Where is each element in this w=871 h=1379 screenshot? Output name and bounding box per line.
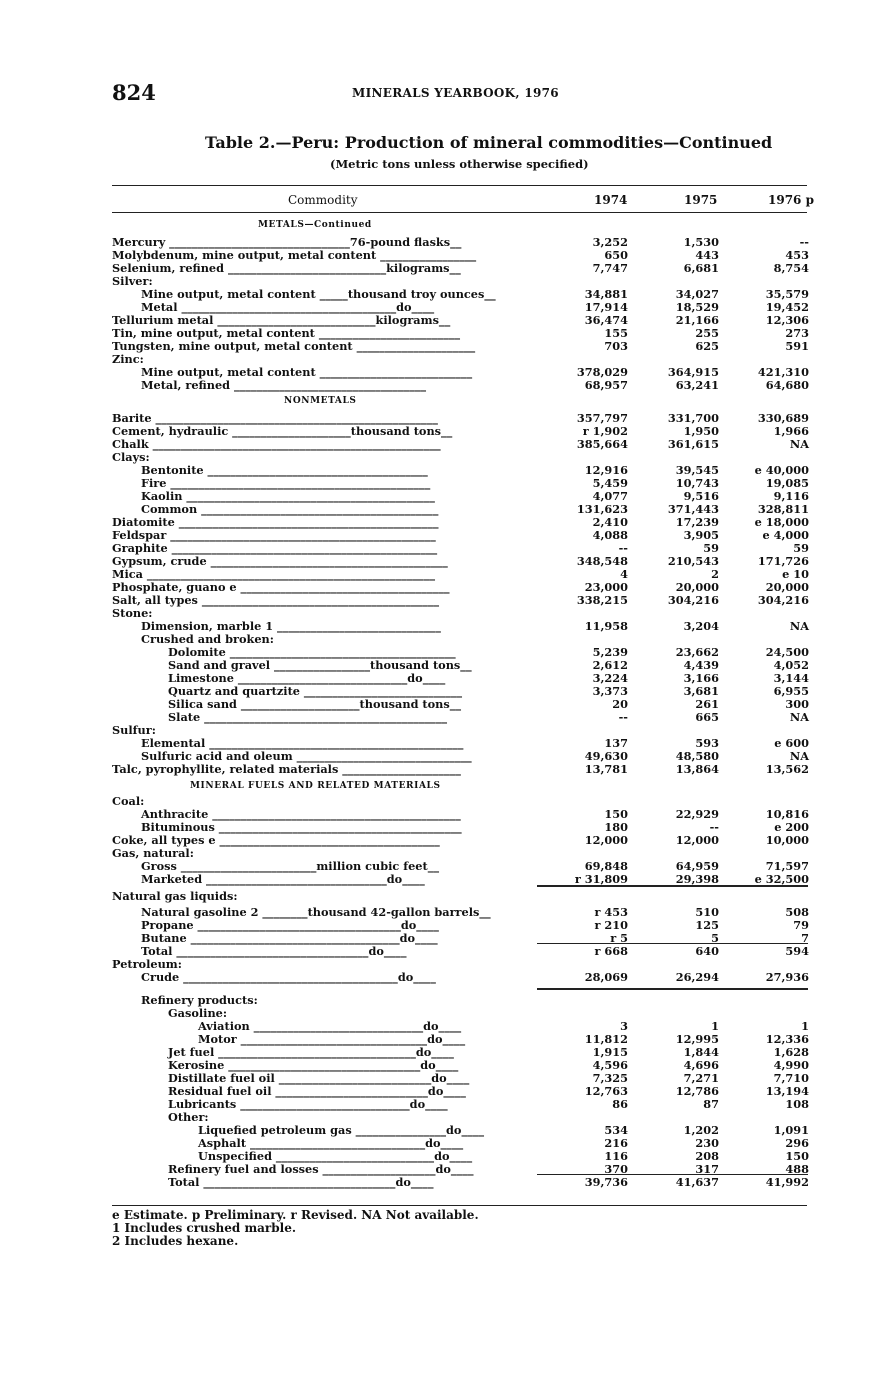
cell-1974: r 668 bbox=[594, 944, 628, 958]
cell-1974: 370 bbox=[604, 1162, 628, 1176]
cell-1975: 371,443 bbox=[667, 502, 719, 516]
cell-1975: 12,786 bbox=[675, 1084, 719, 1098]
row-label: Mica ___________________________________________________ bbox=[112, 567, 435, 581]
cell-1976: 1,628 bbox=[773, 1045, 809, 1059]
row-label: Limestone ______________________________do____ bbox=[168, 671, 446, 685]
cell-1974: 3,224 bbox=[592, 671, 628, 685]
row-label: Gasoline: bbox=[168, 1006, 228, 1020]
row-label: Stone: bbox=[112, 606, 153, 620]
table-row bbox=[0, 890, 871, 903]
row-label: Bituminous ___________________________________________ bbox=[141, 820, 462, 834]
cell-1976: 1 bbox=[801, 1019, 809, 1033]
cell-1974: 5,459 bbox=[592, 476, 628, 490]
cell-1974: 86 bbox=[612, 1097, 628, 1111]
cell-1975: 331,700 bbox=[667, 411, 719, 425]
cell-1976: e 4,000 bbox=[762, 528, 809, 542]
cell-1976: 273 bbox=[785, 326, 809, 340]
header-bottom-rule bbox=[112, 212, 807, 213]
cell-1975: 4,696 bbox=[683, 1058, 719, 1072]
section-heading: METALS—Continued bbox=[258, 220, 372, 230]
table-row bbox=[0, 288, 871, 301]
row-label: Crude ______________________________________do____ bbox=[141, 970, 436, 984]
cell-1974: 12,763 bbox=[584, 1084, 628, 1098]
cell-1975: 1,844 bbox=[683, 1045, 719, 1059]
table-row bbox=[0, 451, 871, 464]
cell-1976: 19,085 bbox=[765, 476, 809, 490]
cell-1975: 640 bbox=[695, 944, 719, 958]
cell-1974: 4,077 bbox=[592, 489, 628, 503]
row-label: Quartz and quartzite ____________________________ bbox=[168, 684, 463, 698]
table-row bbox=[0, 763, 871, 776]
footnote-2: 2 Includes hexane. bbox=[112, 1234, 239, 1248]
cell-1975: -- bbox=[709, 820, 719, 834]
row-label: Crushed and broken: bbox=[141, 632, 274, 646]
row-label: Other: bbox=[168, 1110, 209, 1124]
row-label: Barite __________________________________________________ bbox=[112, 411, 438, 425]
cell-1975: 12,995 bbox=[675, 1032, 719, 1046]
cell-1974: 7,325 bbox=[592, 1071, 628, 1085]
cell-1974: -- bbox=[618, 710, 628, 724]
table-bottom-rule bbox=[112, 1205, 807, 1206]
cell-1976: 296 bbox=[785, 1136, 809, 1150]
row-label: Dolomite ________________________________________ bbox=[168, 645, 456, 659]
cell-1976: 304,216 bbox=[757, 593, 809, 607]
row-label: Chalk ___________________________________________________ bbox=[112, 437, 441, 451]
cell-1974: 39,736 bbox=[584, 1175, 628, 1189]
cell-1974: 28,069 bbox=[584, 970, 628, 984]
row-label: Marketed ________________________________do____ bbox=[141, 872, 425, 886]
cell-1974: 3,252 bbox=[592, 235, 628, 249]
cell-1975: 317 bbox=[695, 1162, 719, 1176]
cell-1975: 13,864 bbox=[675, 762, 719, 776]
cell-1975: 63,241 bbox=[675, 378, 719, 392]
cell-1974: 2,410 bbox=[592, 515, 628, 529]
cell-1976: NA bbox=[789, 619, 809, 633]
cell-1974: 3,373 bbox=[592, 684, 628, 698]
cell-1976: 10,000 bbox=[765, 833, 809, 847]
cell-1976: 150 bbox=[785, 1149, 809, 1163]
table-row bbox=[0, 379, 871, 392]
cell-1974: 34,881 bbox=[584, 287, 628, 301]
running-head: MINERALS YEARBOOK, 1976 bbox=[352, 86, 559, 100]
cell-1975: 1,950 bbox=[683, 424, 719, 438]
cell-1975: 2 bbox=[711, 567, 719, 581]
cell-1976: 4,052 bbox=[773, 658, 809, 672]
row-label: Metal, refined __________________________________ bbox=[141, 378, 427, 392]
cell-1975: 1 bbox=[711, 1019, 719, 1033]
cell-1976: e 40,000 bbox=[754, 463, 809, 477]
table-row bbox=[0, 1176, 871, 1189]
cell-1976: -- bbox=[799, 235, 809, 249]
cell-1975: 48,580 bbox=[675, 749, 719, 763]
row-label: Motor _________________________________do____ bbox=[198, 1032, 466, 1046]
cell-1976: 24,500 bbox=[765, 645, 809, 659]
cell-1974: 378,029 bbox=[576, 365, 628, 379]
cell-1975: 208 bbox=[695, 1149, 719, 1163]
cell-1974: r 31,809 bbox=[574, 872, 628, 886]
cell-1975: 1,530 bbox=[683, 235, 719, 249]
row-label: Fire ______________________________________________ bbox=[141, 476, 431, 490]
cell-1975: 39,545 bbox=[675, 463, 719, 477]
row-label: Cement, hydraulic _____________________thousand tons__ bbox=[112, 424, 453, 438]
cell-1976: 20,000 bbox=[765, 580, 809, 594]
cell-1974: 3 bbox=[620, 1019, 628, 1033]
cell-1976: 453 bbox=[785, 248, 809, 262]
cell-1976: 508 bbox=[785, 905, 809, 919]
cell-1976: 9,116 bbox=[773, 489, 809, 503]
cell-1974: 68,957 bbox=[584, 378, 628, 392]
cell-1974: 1,915 bbox=[592, 1045, 628, 1059]
row-label: Molybdenum, mine output, metal content _________________ bbox=[112, 248, 477, 262]
cell-1976: 1,966 bbox=[773, 424, 809, 438]
cell-1975: 255 bbox=[695, 326, 719, 340]
column-header-1975: 1975 bbox=[684, 193, 718, 207]
row-label: Sulfur: bbox=[112, 723, 156, 737]
row-label: Sand and gravel _________________thousand tons__ bbox=[168, 658, 472, 672]
cell-1974: 23,000 bbox=[584, 580, 628, 594]
cell-1975: 1,202 bbox=[683, 1123, 719, 1137]
cell-1976: e 200 bbox=[774, 820, 809, 834]
cell-1975: 665 bbox=[695, 710, 719, 724]
cell-1976: e 18,000 bbox=[754, 515, 809, 529]
cell-1975: 361,615 bbox=[667, 437, 719, 451]
row-label: Anthracite ____________________________________________ bbox=[141, 807, 461, 821]
cell-1976: 328,811 bbox=[757, 502, 809, 516]
cell-1975: 10,743 bbox=[675, 476, 719, 490]
row-label: Phosphate, guano e _____________________________________ bbox=[112, 580, 450, 594]
table-subtitle: (Metric tons unless otherwise specified) bbox=[330, 157, 589, 171]
cell-1976: 108 bbox=[785, 1097, 809, 1111]
table-row bbox=[0, 366, 871, 379]
cell-1974: 357,797 bbox=[576, 411, 628, 425]
cell-1975: 26,294 bbox=[675, 970, 719, 984]
row-label: Elemental _____________________________________________ bbox=[141, 736, 464, 750]
row-label: Bentonite _______________________________________ bbox=[141, 463, 428, 477]
row-label: Kaolin ____________________________________________ bbox=[141, 489, 435, 503]
row-label: Coke, all types e _______________________________________ bbox=[112, 833, 440, 847]
cell-1976: 171,726 bbox=[757, 554, 809, 568]
cell-1974: 36,474 bbox=[584, 313, 628, 327]
cell-1975: 510 bbox=[695, 905, 719, 919]
cell-1975: 59 bbox=[703, 541, 719, 555]
cell-1974: 11,812 bbox=[584, 1032, 628, 1046]
cell-1974: r 1,902 bbox=[582, 424, 628, 438]
cell-1976: 41,992 bbox=[765, 1175, 809, 1189]
cell-1976: e 600 bbox=[774, 736, 809, 750]
row-label: Common __________________________________________ bbox=[141, 502, 439, 516]
row-label: Total __________________________________do____ bbox=[168, 1175, 434, 1189]
cell-1976: 10,816 bbox=[765, 807, 809, 821]
row-label: Unspecified ____________________________do____ bbox=[198, 1149, 473, 1163]
row-label: Clays: bbox=[112, 450, 150, 464]
cell-1976: 300 bbox=[785, 697, 809, 711]
cell-1975: 3,905 bbox=[683, 528, 719, 542]
cell-1976: 13,562 bbox=[765, 762, 809, 776]
cell-1974: r 210 bbox=[594, 918, 628, 932]
total-rule bbox=[537, 943, 808, 944]
row-label: Feldspar _______________________________________________ bbox=[112, 528, 436, 542]
cell-1976: 591 bbox=[785, 339, 809, 353]
cell-1974: 12,000 bbox=[584, 833, 628, 847]
cell-1974: 49,630 bbox=[584, 749, 628, 763]
row-label: Butane _____________________________________do____ bbox=[141, 931, 438, 945]
row-label: Liquefied petroleum gas ________________do____ bbox=[198, 1123, 485, 1137]
column-header-1976: 1976 p bbox=[768, 193, 814, 207]
cell-1976: 3,144 bbox=[773, 671, 809, 685]
cell-1974: 4 bbox=[620, 567, 628, 581]
row-label: Silica sand _____________________thousand tons__ bbox=[168, 697, 462, 711]
cell-1974: 2,612 bbox=[592, 658, 628, 672]
cell-1976: 35,579 bbox=[765, 287, 809, 301]
cell-1975: 41,637 bbox=[675, 1175, 719, 1189]
row-label: Silver: bbox=[112, 274, 153, 288]
row-label: Petroleum: bbox=[112, 957, 182, 971]
row-label: Residual fuel oil ___________________________do____ bbox=[168, 1084, 466, 1098]
cell-1976: 59 bbox=[793, 541, 809, 555]
cell-1975: 443 bbox=[695, 248, 719, 262]
cell-1975: 87 bbox=[703, 1097, 719, 1111]
row-label: Tin, mine output, metal content _________________________ bbox=[112, 326, 461, 340]
cell-1974: 69,848 bbox=[584, 859, 628, 873]
cell-1974: 20 bbox=[612, 697, 628, 711]
cell-1974: 7,747 bbox=[592, 261, 628, 275]
row-label: Lubricants ______________________________do____ bbox=[168, 1097, 448, 1111]
cell-1975: 364,915 bbox=[667, 365, 719, 379]
cell-1976: 71,597 bbox=[765, 859, 809, 873]
cell-1975: 4,439 bbox=[683, 658, 719, 672]
cell-1976: 488 bbox=[785, 1162, 809, 1176]
cell-1976: 330,689 bbox=[757, 411, 809, 425]
row-label: Natural gas liquids: bbox=[112, 889, 238, 903]
cell-1975: 593 bbox=[695, 736, 719, 750]
table-row bbox=[0, 477, 871, 490]
cell-1976: NA bbox=[789, 437, 809, 451]
cell-1976: 19,452 bbox=[765, 300, 809, 314]
cell-1976: 13,194 bbox=[765, 1084, 809, 1098]
cell-1975: 3,166 bbox=[683, 671, 719, 685]
double-rule bbox=[537, 989, 808, 990]
cell-1974: 534 bbox=[604, 1123, 628, 1137]
cell-1974: 703 bbox=[604, 339, 628, 353]
table-row bbox=[0, 860, 871, 873]
cell-1974: 4,088 bbox=[592, 528, 628, 542]
row-label: Tungsten, mine output, metal content _____________________ bbox=[112, 339, 476, 353]
table-row bbox=[0, 1098, 871, 1111]
row-label: Kerosine __________________________________do____ bbox=[168, 1058, 459, 1072]
row-label: Gypsum, crude __________________________________________ bbox=[112, 554, 448, 568]
cell-1974: 216 bbox=[604, 1136, 628, 1150]
cell-1974: 11,958 bbox=[584, 619, 628, 633]
row-label: Slate ___________________________________________ bbox=[168, 710, 447, 724]
cell-1975: 210,543 bbox=[667, 554, 719, 568]
table-row bbox=[0, 620, 871, 633]
cell-1976: 12,336 bbox=[765, 1032, 809, 1046]
cell-1976: 7,710 bbox=[773, 1071, 809, 1085]
cell-1976: 1,091 bbox=[773, 1123, 809, 1137]
table-row bbox=[0, 971, 871, 984]
cell-1974: 13,781 bbox=[584, 762, 628, 776]
cell-1975: 230 bbox=[695, 1136, 719, 1150]
table-row bbox=[0, 464, 871, 477]
double-rule bbox=[537, 886, 808, 887]
cell-1974: 4,596 bbox=[592, 1058, 628, 1072]
cell-1974: 385,664 bbox=[576, 437, 628, 451]
cell-1975: 261 bbox=[695, 697, 719, 711]
table-title: Table 2.—Peru: Production of mineral commodities—Continued bbox=[205, 133, 773, 152]
cell-1976: NA bbox=[789, 749, 809, 763]
row-label: Aviation ______________________________do____ bbox=[198, 1019, 462, 1033]
cell-1975: 22,929 bbox=[675, 807, 719, 821]
cell-1976: 6,955 bbox=[773, 684, 809, 698]
row-label: Distillate fuel oil ___________________________do____ bbox=[168, 1071, 470, 1085]
cell-1976: 8,754 bbox=[773, 261, 809, 275]
cell-1974: 155 bbox=[604, 326, 628, 340]
row-label: Selenium, refined ____________________________kilograms__ bbox=[112, 261, 461, 275]
footnote-1: 1 Includes crushed marble. bbox=[112, 1221, 297, 1235]
row-label: Graphite _______________________________________________ bbox=[112, 541, 438, 555]
cell-1975: 12,000 bbox=[675, 833, 719, 847]
page-number: 824 bbox=[112, 80, 156, 105]
row-label: Dimension, marble 1 _____________________________ bbox=[141, 619, 441, 633]
section-heading: MINERAL FUELS AND RELATED MATERIALS bbox=[190, 781, 441, 791]
cell-1975: 3,204 bbox=[683, 619, 719, 633]
cell-1975: 29,398 bbox=[675, 872, 719, 886]
table-row bbox=[0, 994, 871, 1007]
cell-1976: e 10 bbox=[782, 567, 809, 581]
cell-1974: 150 bbox=[604, 807, 628, 821]
cell-1976: 27,936 bbox=[765, 970, 809, 984]
row-label: Salt, all types __________________________________________ bbox=[112, 593, 440, 607]
row-label: Jet fuel ___________________________________do____ bbox=[168, 1045, 454, 1059]
cell-1974: 131,623 bbox=[576, 502, 628, 516]
cell-1975: 9,516 bbox=[683, 489, 719, 503]
cell-1976: 79 bbox=[793, 918, 809, 932]
cell-1974: 12,916 bbox=[584, 463, 628, 477]
cell-1975: 7,271 bbox=[683, 1071, 719, 1085]
row-label: Gross ________________________million cubic feet__ bbox=[141, 859, 439, 873]
column-header-1974: 1974 bbox=[594, 193, 628, 207]
row-label: Refinery fuel and losses ____________________do____ bbox=[168, 1162, 474, 1176]
row-label: Zinc: bbox=[112, 352, 144, 366]
cell-1974: -- bbox=[618, 541, 628, 555]
cell-1974: r 453 bbox=[594, 905, 628, 919]
cell-1976: 421,310 bbox=[757, 365, 809, 379]
cell-1976: 594 bbox=[785, 944, 809, 958]
row-label: Natural gasoline 2 ________thousand 42-gallon barrels__ bbox=[141, 905, 491, 919]
row-label: Coal: bbox=[112, 794, 145, 808]
cell-1975: 5 bbox=[711, 931, 719, 945]
cell-1976: 12,306 bbox=[765, 313, 809, 327]
cell-1974: 338,215 bbox=[576, 593, 628, 607]
cell-1976: 4,990 bbox=[773, 1058, 809, 1072]
row-label: Refinery products: bbox=[141, 993, 258, 1007]
cell-1975: 23,662 bbox=[675, 645, 719, 659]
row-label: Diatomite ______________________________________________ bbox=[112, 515, 439, 529]
cell-1974: 17,914 bbox=[584, 300, 628, 314]
row-label: Total __________________________________do____ bbox=[141, 944, 407, 958]
cell-1975: 34,027 bbox=[675, 287, 719, 301]
row-label: Sulfuric acid and oleum _______________________________ bbox=[141, 749, 472, 763]
cell-1974: 116 bbox=[604, 1149, 628, 1163]
cell-1976: 64,680 bbox=[765, 378, 809, 392]
row-label: Talc, pyrophyllite, related materials _____________________ bbox=[112, 762, 461, 776]
row-label: Tellurium metal ____________________________kilograms__ bbox=[112, 313, 451, 327]
cell-1974: 348,548 bbox=[576, 554, 628, 568]
row-label: Mine output, metal content _____thousand troy ounces__ bbox=[141, 287, 496, 301]
cell-1976: 7 bbox=[801, 931, 809, 945]
row-label: Asphalt _______________________________do____ bbox=[198, 1136, 464, 1150]
row-label: Metal ______________________________________do____ bbox=[141, 300, 435, 314]
row-label: Gas, natural: bbox=[112, 846, 194, 860]
row-label: Propane ____________________________________do____ bbox=[141, 918, 439, 932]
cell-1975: 6,681 bbox=[683, 261, 719, 275]
cell-1974: 650 bbox=[604, 248, 628, 262]
cell-1974: 180 bbox=[604, 820, 628, 834]
header-top-rule bbox=[112, 185, 807, 186]
footnote-legend: e Estimate. p Preliminary. r Revised. NA Not available. bbox=[112, 1208, 479, 1222]
cell-1976: e 32,500 bbox=[754, 872, 809, 886]
cell-1975: 64,959 bbox=[675, 859, 719, 873]
cell-1975: 625 bbox=[695, 339, 719, 353]
cell-1975: 3,681 bbox=[683, 684, 719, 698]
cell-1975: 17,239 bbox=[675, 515, 719, 529]
total-rule bbox=[537, 1174, 808, 1175]
cell-1975: 18,529 bbox=[675, 300, 719, 314]
cell-1976: NA bbox=[789, 710, 809, 724]
cell-1975: 125 bbox=[695, 918, 719, 932]
cell-1975: 21,166 bbox=[675, 313, 719, 327]
cell-1975: 20,000 bbox=[675, 580, 719, 594]
section-heading: NONMETALS bbox=[284, 396, 357, 406]
row-label: Mercury ________________________________76-pound flasks__ bbox=[112, 235, 462, 249]
cell-1975: 304,216 bbox=[667, 593, 719, 607]
column-header-commodity: Commodity bbox=[288, 193, 358, 207]
cell-1974: 5,239 bbox=[592, 645, 628, 659]
cell-1974: 137 bbox=[604, 736, 628, 750]
row-label: Mine output, metal content ___________________________ bbox=[141, 365, 473, 379]
cell-1974: r 5 bbox=[610, 931, 628, 945]
